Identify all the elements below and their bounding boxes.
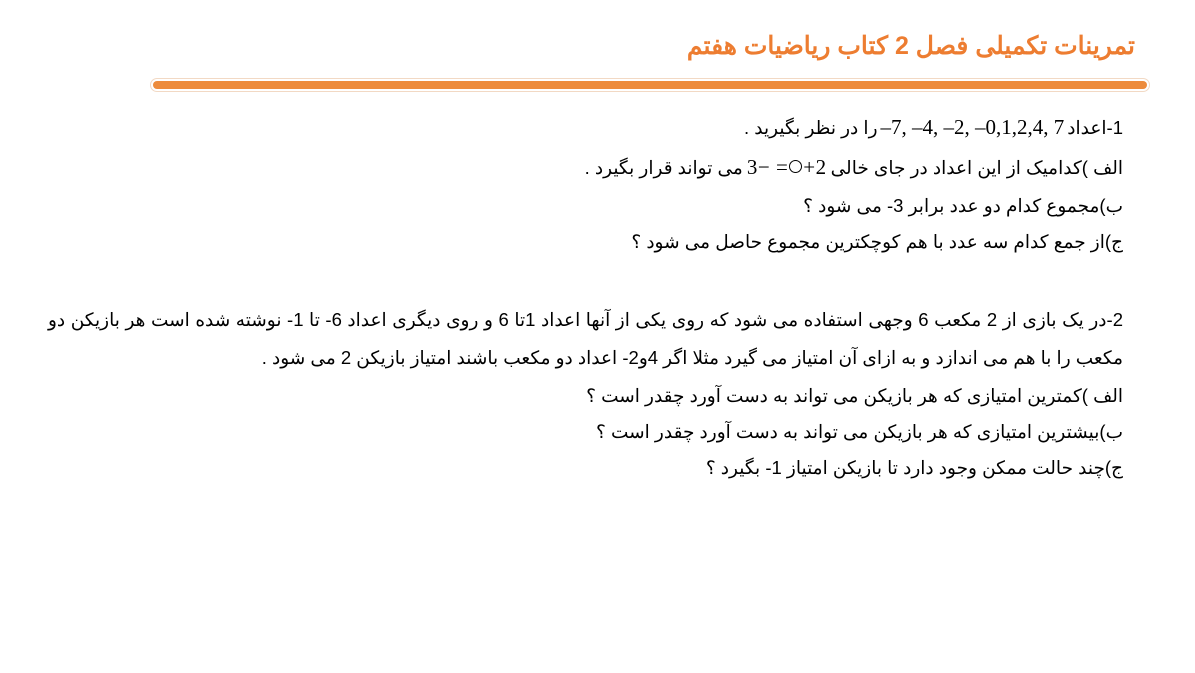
decorative-divider bbox=[150, 77, 1150, 93]
question-1-stem-suffix: را در نظر بگیرید . bbox=[744, 116, 878, 138]
math-left-operand: 3− = bbox=[746, 155, 789, 180]
page-title: تمرینات تکمیلی فصل 2 کتاب ریاضیات هفتم bbox=[686, 32, 1135, 60]
question-1-part-b-label: ب) bbox=[1099, 195, 1123, 217]
divider-inner bbox=[153, 81, 1147, 89]
question-2-part-c-text: چند حالت ممکن وجود دارد تا بازیکن امتیاز 1- بگیرد ؟ bbox=[705, 457, 1105, 479]
divider-outer bbox=[150, 78, 1150, 92]
question-1-part-a-text-before: کدامیک از این اعداد در جای خالی bbox=[830, 157, 1082, 179]
question-1-stem bbox=[48, 107, 1123, 148]
question-1-number-sequence: ‒7, ‒4, ‒2, ‒0,1,2,4, 7 bbox=[880, 114, 1065, 139]
question-1-part-a-math bbox=[743, 147, 831, 188]
empty-circle-icon bbox=[789, 160, 802, 173]
question-2-part-c bbox=[48, 450, 1123, 486]
document-page bbox=[0, 30, 1195, 673]
question-2-part-c-label: ج) bbox=[1104, 457, 1123, 479]
question-2-part-b-label: ب) bbox=[1099, 421, 1123, 443]
question-1-part-c-label: ج) bbox=[1104, 231, 1123, 253]
question-2-part-b bbox=[48, 414, 1123, 450]
question-1-part-a bbox=[48, 147, 1123, 188]
question-2-part-a bbox=[48, 378, 1123, 414]
question-1-stem-prefix: 1-اعداد bbox=[1067, 116, 1123, 138]
paragraph-spacer bbox=[48, 261, 1123, 301]
math-right-operand: +2 bbox=[803, 155, 827, 180]
question-2-part-b-text: بیشترین امتیازی که هر بازیکن می تواند به دست آورد چقدر است ؟ bbox=[596, 421, 1100, 443]
question-1-part-c bbox=[48, 224, 1123, 260]
question-2 bbox=[48, 301, 1123, 487]
question-1-part-b-text: مجموع کدام دو عدد برابر 3- می شود ؟ bbox=[803, 195, 1100, 217]
question-2-part-a-label: الف ) bbox=[1081, 385, 1123, 407]
question-1-part-a-label: الف ) bbox=[1081, 157, 1123, 179]
question-1 bbox=[48, 107, 1123, 261]
document-body bbox=[48, 107, 1123, 487]
question-1-part-a-text-after: می تواند قرار بگیرد . bbox=[584, 157, 743, 179]
question-1-part-b bbox=[48, 188, 1123, 224]
question-2-paragraph: 2-در یک بازی از 2 مکعب 6 وجهی استفاده می شود که روی یکی از آنها اعداد 1تا 6 و روی دیگری اعداد 6- تا 1- نوشته شده است هر بازیکن دو مکعب را با هم می اندازد و به ازای آن امتیاز می گیرد مثلا اگر 4و2- اعداد دو مکعب باشند امتیاز بازیکن 2 می شود . bbox=[48, 308, 1123, 369]
question-2-part-a-text: کمترین امتیازی که هر بازیکن می تواند به دست آورد چقدر است ؟ bbox=[586, 385, 1082, 407]
question-1-part-c-text: از جمع کدام سه عدد با هم کوچکترین مجموع حاصل می شود ؟ bbox=[631, 231, 1105, 253]
